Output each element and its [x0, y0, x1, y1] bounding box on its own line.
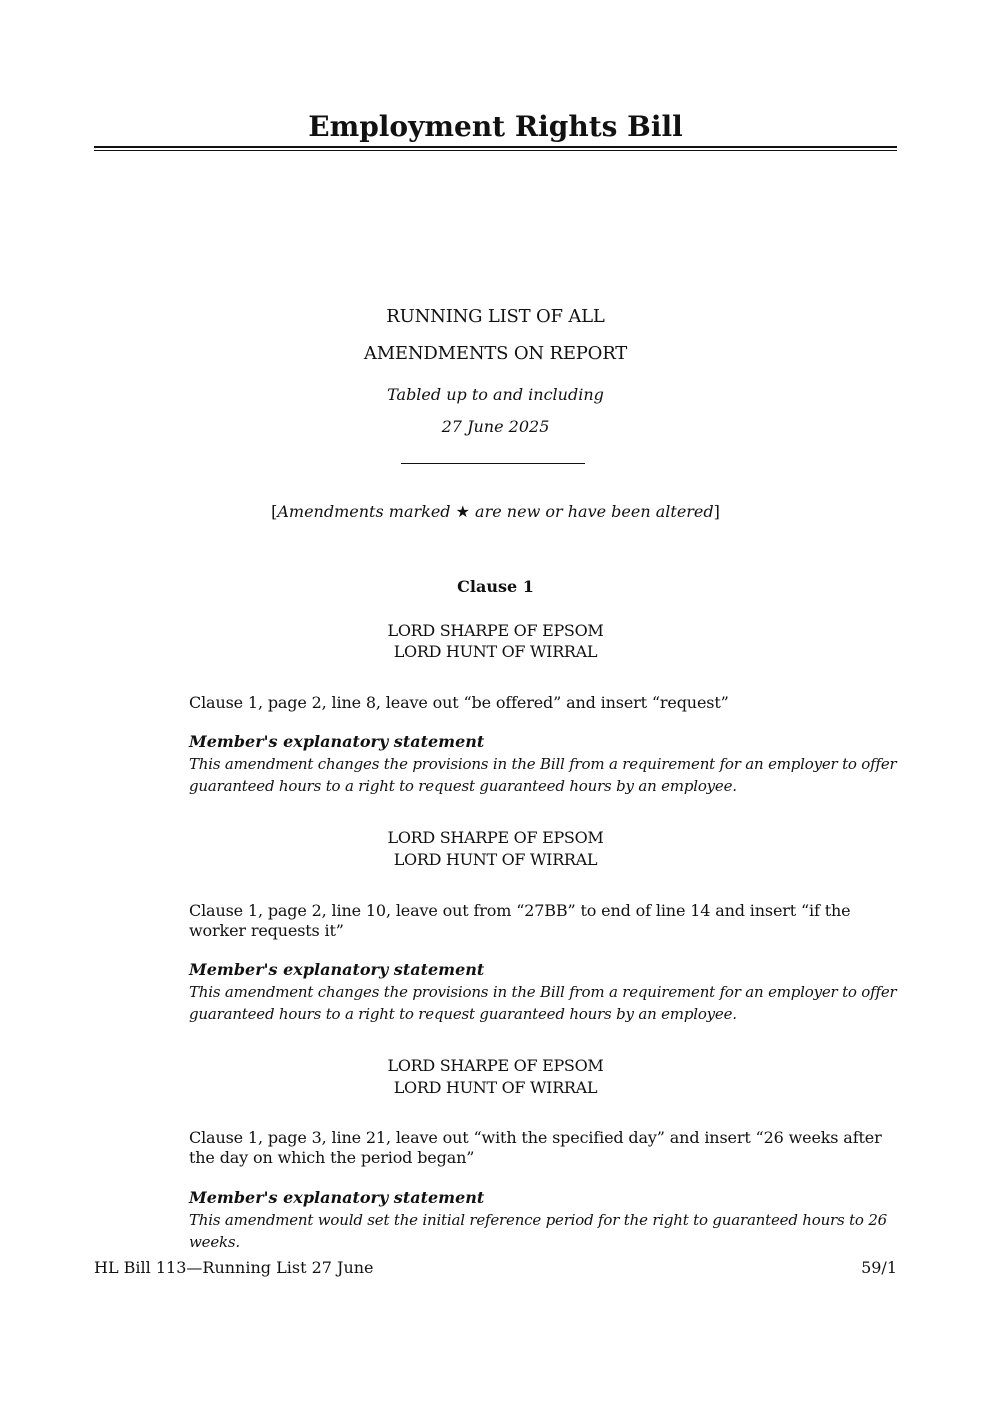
- amendment-2-text: Clause 1, page 2, line 10, leave out from “27BB” to end of line 14 and insert “if the worker requests it”: [189, 901, 851, 940]
- amendment-1-statement-label: Member's explanatory statement: [189, 732, 485, 751]
- tabled-date: 27 June 2025: [441, 417, 550, 436]
- amendment-3-sponsor-1: LORD SHARPE OF EPSOM: [387, 1056, 604, 1075]
- note-text-a: Amendments marked: [277, 502, 456, 521]
- list-heading-line-1: RUNNING LIST OF ALL: [386, 306, 605, 327]
- amendment-3-statement: This amendment would set the initial reference period for the right to guaranteed hours to 26 weeks.: [189, 1211, 888, 1251]
- amendment-2-statement-label: Member's explanatory statement: [189, 960, 485, 979]
- note-open-bracket: [: [271, 502, 278, 521]
- footer-bill-reference: HL Bill 113—Running List 27 June: [94, 1258, 374, 1277]
- separator-rule: [401, 463, 585, 464]
- amendment-1-text: Clause 1, page 2, line 8, leave out “be offered” and insert “request”: [189, 693, 729, 712]
- amendments-note: [94, 501, 897, 523]
- footer-page-number: 59/1: [861, 1258, 897, 1277]
- page-title: Employment Rights Bill: [308, 110, 683, 143]
- title-double-rule: [94, 146, 897, 151]
- amendment-3-statement-label: Member's explanatory statement: [189, 1188, 485, 1207]
- amendment-3-sponsor-2: LORD HUNT OF WIRRAL: [393, 1078, 598, 1097]
- star-icon: ★: [455, 502, 470, 521]
- amendment-2-statement: This amendment changes the provisions in the Bill from a requirement for an employer to offer guaranteed hours to a right to request guaranteed hours by an employee.: [189, 983, 897, 1023]
- note-text-b: are new or have been altered: [469, 502, 714, 521]
- amendment-3-text: Clause 1, page 3, line 21, leave out “with the specified day” and insert “26 weeks after the day on which the period began”: [189, 1128, 882, 1167]
- amendment-1-sponsor-1: LORD SHARPE OF EPSOM: [387, 621, 604, 640]
- note-close-bracket: ]: [713, 502, 720, 521]
- list-heading-line-2: AMENDMENTS ON REPORT: [363, 343, 628, 364]
- amendment-1-sponsor-2: LORD HUNT OF WIRRAL: [393, 642, 598, 661]
- clause-heading: Clause 1: [457, 577, 534, 596]
- amendment-1-statement: This amendment changes the provisions in the Bill from a requirement for an employer to offer guaranteed hours to a right to request guaranteed hours by an employee.: [189, 755, 897, 795]
- amendment-2-sponsor-2: LORD HUNT OF WIRRAL: [393, 850, 598, 869]
- amendment-2-sponsor-1: LORD SHARPE OF EPSOM: [387, 828, 604, 847]
- tabled-line-1: Tabled up to and including: [387, 385, 604, 404]
